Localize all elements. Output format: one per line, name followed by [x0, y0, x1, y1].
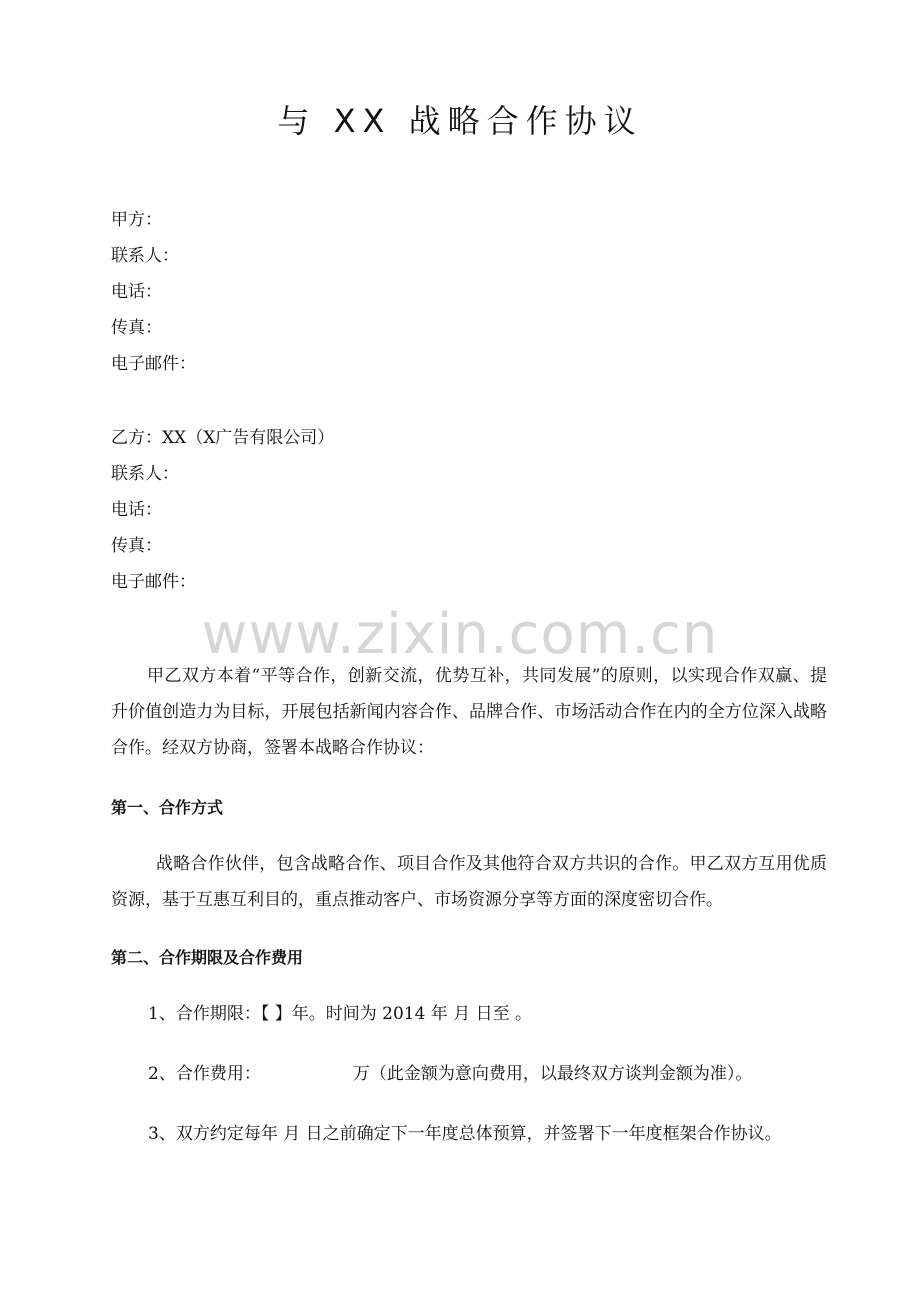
- party-a-phone: 电话：: [111, 282, 162, 302]
- intro-paragraph: 甲乙双方本着“平等合作，创新交流，优势互补，共同发展”的原则，以实现合作双赢、提升价值创造力为目标，开展包括新闻内容合作、品牌合作、市场活动合作在内的全方位深入战略合作。经双方协商，签署本战略合作协议：: [111, 666, 827, 758]
- party-b-email: 电子邮件：: [111, 572, 196, 592]
- document-title: 与 XX 战略合作协议: [277, 102, 643, 140]
- budget-item: 3、双方约定每年 月 日之前确定下一年度总体预算，并签署下一年度框架合作协议。: [148, 1124, 782, 1144]
- fee-note: 万（此金额为意向费用，以最终双方谈判金额为准）。: [352, 1064, 753, 1084]
- party-a-contact: 联系人：: [111, 246, 179, 266]
- party-b-phone: 电话：: [111, 500, 162, 520]
- term-item: 1、合作期限：【 】年。时间为 2014 年 月 日至 。: [148, 1004, 533, 1024]
- watermark: www.zixin.com.cn: [201, 602, 719, 667]
- party-b-fax: 传真：: [111, 536, 162, 556]
- party-b-name: 乙方：XX（X广告有限公司）: [111, 428, 335, 448]
- party-a-email: 电子邮件：: [111, 354, 196, 374]
- party-a-name: 甲方：: [111, 210, 162, 230]
- party-a-fax: 传真：: [111, 318, 162, 338]
- section1-heading: 第一、合作方式: [111, 798, 224, 817]
- section1-paragraph: 战略合作伙伴，包含战略合作、项目合作及其他符合双方共识的合作。甲乙双方互用优质资源，基于互惠互利目的，重点推动客户、市场资源分享等方面的深度密切合作。: [111, 854, 827, 910]
- fee-label: 2、合作费用：: [148, 1064, 261, 1084]
- section2-heading: 第二、合作期限及合作费用: [111, 948, 304, 967]
- party-b-contact: 联系人：: [111, 464, 179, 484]
- fee-item: [148, 1062, 752, 1086]
